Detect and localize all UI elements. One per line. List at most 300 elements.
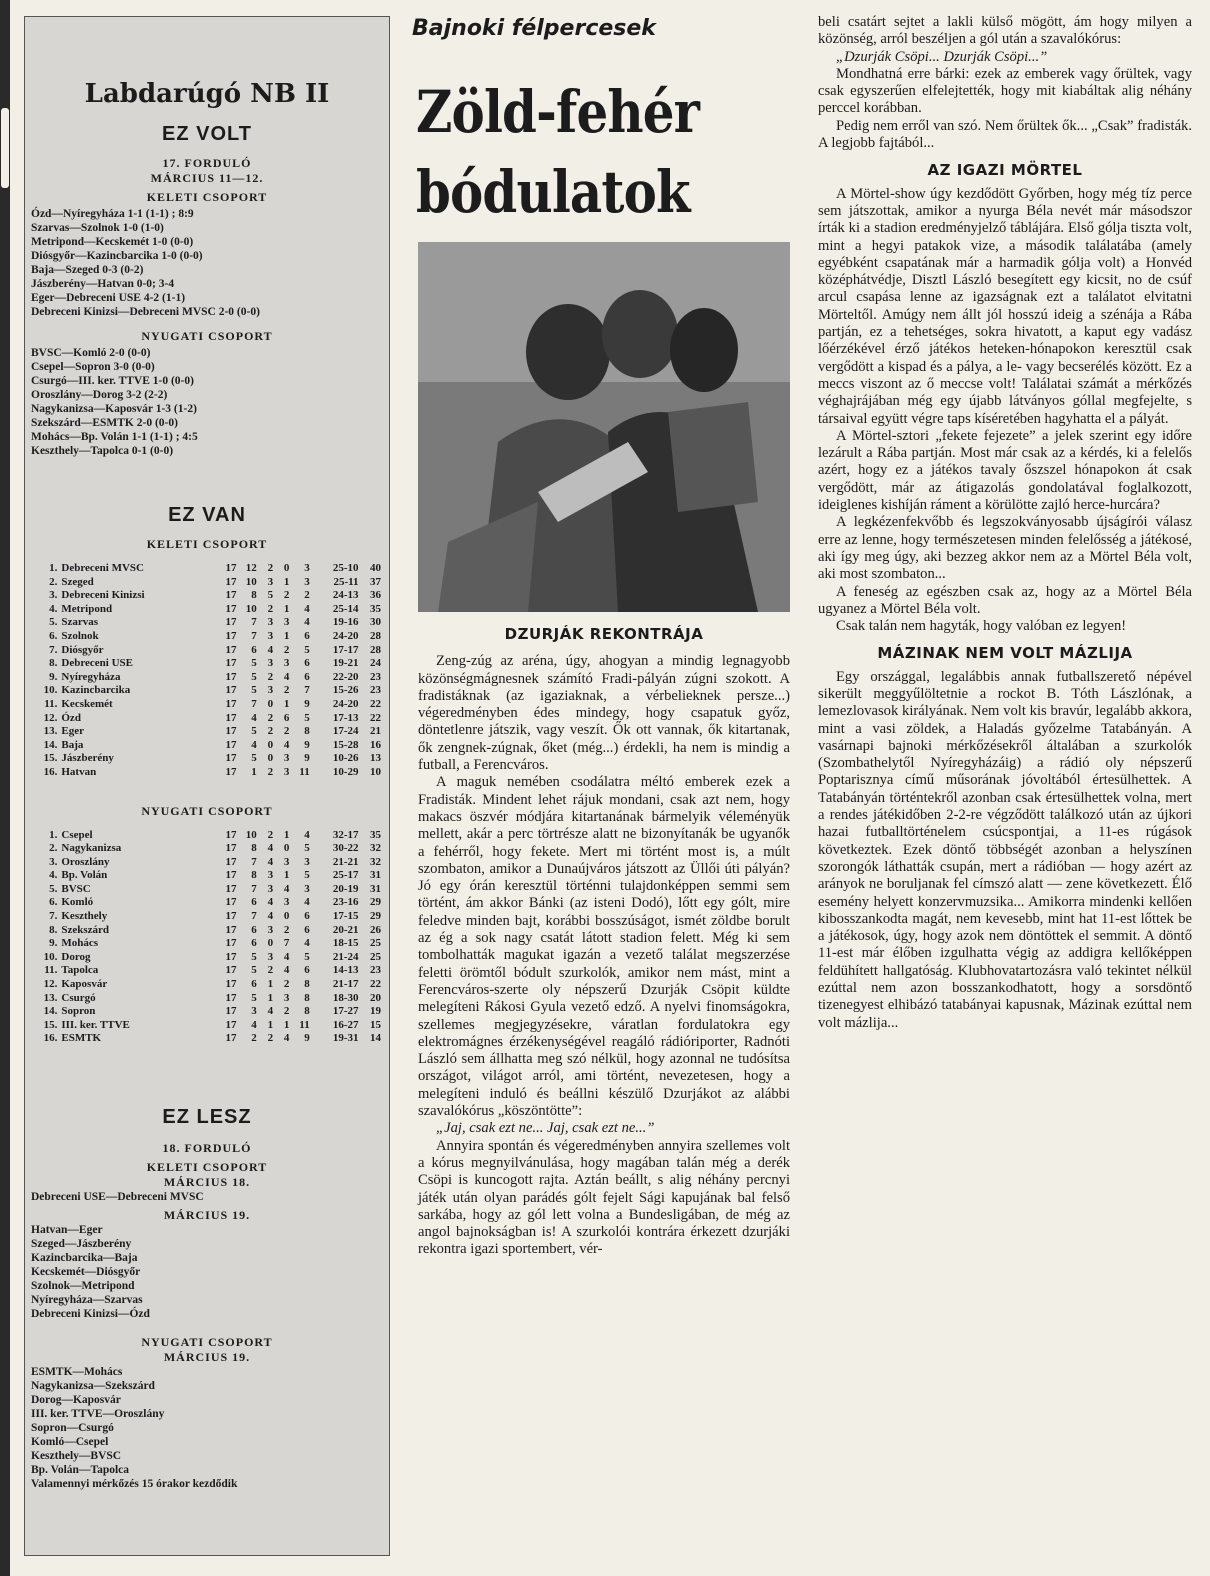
table-cell: 16 xyxy=(370,738,381,751)
table-cell: 7 xyxy=(251,697,257,710)
table-cell: 2 xyxy=(283,643,290,656)
result-line: Nagykanizsa—Kaposvár 1-3 (1-2) xyxy=(31,403,197,415)
fixture-line: Kecskemét—Diósgyőr xyxy=(31,1266,141,1278)
will-footnote: Valamennyi mérkőzés 15 órakor kezdődik xyxy=(31,1478,238,1490)
table-cell: 2 xyxy=(304,589,310,602)
article-kicker: Bajnoki félpercesek xyxy=(412,16,656,41)
table-cell: 17 xyxy=(225,752,237,765)
table-cell: 7 xyxy=(251,882,257,895)
results-sidebar xyxy=(24,16,390,1556)
table-cell: 9. xyxy=(49,670,58,683)
team-name: Diósgyőr xyxy=(61,643,104,656)
result-line: Jászberény—Hatvan 0-0; 3-4 xyxy=(31,278,175,290)
table-cell: 8 xyxy=(304,991,310,1004)
team-name: III. ker. TTVE xyxy=(61,1018,130,1031)
table-cell: 8 xyxy=(251,842,257,855)
table-cell: 1 xyxy=(267,1018,274,1031)
table-cell: 5. xyxy=(49,616,58,629)
table-cell: 17 xyxy=(225,950,237,963)
fixture-line: Komló—Csepel xyxy=(31,1436,109,1448)
table-cell: 3 xyxy=(267,616,274,629)
table-cell: 31 xyxy=(370,882,381,895)
table-cell: 1 xyxy=(283,1018,290,1031)
table-cell: 7 xyxy=(304,684,310,697)
column-2 xyxy=(818,14,1192,1032)
standings-row xyxy=(35,589,381,603)
standings-row xyxy=(35,1032,381,1046)
result-line: Debreceni Kinizsi—Debreceni MVSC 2-0 (0-0) xyxy=(31,306,260,318)
table-cell: 17 xyxy=(225,855,237,868)
table-cell: 2 xyxy=(267,765,274,778)
fixture-line: Kazincbarcika—Baja xyxy=(31,1252,138,1264)
table-cell: 17 xyxy=(225,589,237,602)
table-cell: 2 xyxy=(267,725,274,738)
result-line: Keszthely—Tapolca 0-1 (0-0) xyxy=(31,445,174,457)
table-cell: 17 xyxy=(225,602,237,615)
football-players-photo xyxy=(418,242,790,612)
table-cell: 2 xyxy=(251,1032,257,1045)
table-cell: 17 xyxy=(225,657,237,670)
result-line: BVSC—Komló 2-0 (0-0) xyxy=(31,347,151,359)
table-cell: 1 xyxy=(283,575,290,588)
table-cell: 28 xyxy=(370,629,381,642)
table-cell: 9. xyxy=(49,937,58,950)
table-cell: 24-13 xyxy=(332,589,359,602)
table-cell: 10 xyxy=(245,828,257,841)
table-cell: 3 xyxy=(267,684,274,697)
result-line: Diósgyőr—Kazincbarcika 1-0 (0-0) xyxy=(31,250,203,262)
table-cell: 14-13 xyxy=(332,964,359,977)
table-cell: 2 xyxy=(267,711,274,724)
table-cell: 0 xyxy=(267,937,274,950)
column-2-start: beli csatárt sejtet a lakli külső mögött, ám hogy milyen a közönség, arról beszéljen a gól után a szavalókórus: xyxy=(818,14,1192,48)
team-name: Ózd xyxy=(61,711,81,724)
table-cell: 9 xyxy=(304,738,310,751)
table-cell: 19-16 xyxy=(332,616,359,629)
team-name: Kazincbarcika xyxy=(61,684,131,697)
was-west-heading: NYUGATI CSOPORT xyxy=(141,329,273,343)
table-cell: 14. xyxy=(43,1005,58,1018)
table-cell: 6 xyxy=(283,711,290,724)
table-cell: 25-14 xyxy=(332,602,359,615)
will-date1: MÁRCIUS 18. xyxy=(163,1175,251,1189)
table-cell: 11 xyxy=(299,1018,310,1031)
table-cell: 17-24 xyxy=(332,725,359,738)
table-cell: 8 xyxy=(304,978,310,991)
fixture-line: Nagykanizsa—Szekszárd xyxy=(31,1380,155,1392)
table-cell: 1 xyxy=(283,869,290,882)
section-heading-1: DZURJÁK REKONTRÁJA xyxy=(504,625,704,643)
table-cell: 5 xyxy=(304,950,310,963)
table-cell: 31 xyxy=(370,869,381,882)
table-cell: 15-28 xyxy=(332,738,359,751)
table-cell: 4 xyxy=(283,1032,290,1045)
team-name: Komló xyxy=(61,896,94,909)
table-cell: 5 xyxy=(251,670,257,683)
team-name: Bp. Volán xyxy=(61,869,108,882)
team-name: Oroszlány xyxy=(61,855,110,868)
team-name: Tapolca xyxy=(61,964,99,977)
table-cell: 20 xyxy=(370,991,381,1004)
table-cell: 3 xyxy=(267,657,274,670)
table-cell: 4 xyxy=(251,711,257,724)
was-east-heading: KELETI CSOPORT xyxy=(146,190,268,204)
standings-row xyxy=(35,698,381,712)
table-cell: 17-17 xyxy=(332,643,359,656)
standings-row xyxy=(35,712,381,726)
standings-row xyxy=(35,766,381,780)
table-cell: 17 xyxy=(225,842,237,855)
standings-row xyxy=(35,657,381,671)
table-cell: 11. xyxy=(44,697,58,710)
table-cell: 28 xyxy=(370,643,381,656)
will-round: 18. FORDULÓ xyxy=(162,1141,252,1155)
standings-row xyxy=(35,829,381,843)
table-cell: 13 xyxy=(370,752,381,765)
table-cell: 0 xyxy=(267,738,274,751)
table-cell: 32-17 xyxy=(332,828,359,841)
table-cell: 17 xyxy=(225,684,237,697)
table-cell: 25 xyxy=(370,937,381,950)
table-cell: 5 xyxy=(304,869,310,882)
table-cell: 17 xyxy=(225,869,237,882)
table-cell: 7 xyxy=(251,855,257,868)
team-name: Szarvas xyxy=(61,616,99,629)
table-cell: 3 xyxy=(283,896,290,909)
team-name: Szeged xyxy=(61,575,94,588)
table-cell: 8 xyxy=(251,589,257,602)
table-cell: 4 xyxy=(283,950,290,963)
table-cell: 23 xyxy=(370,684,381,697)
table-cell: 17 xyxy=(225,1005,237,1018)
table-cell: 24-20 xyxy=(332,697,359,710)
standings-row xyxy=(35,883,381,897)
table-cell: 17 xyxy=(225,991,237,1004)
table-cell: 3 xyxy=(283,616,290,629)
table-cell: 2 xyxy=(267,1032,274,1045)
standings-row xyxy=(35,630,381,644)
standings-row xyxy=(35,978,381,992)
table-cell: 23 xyxy=(370,964,381,977)
column-2-text-a xyxy=(818,66,1192,152)
table-cell: 0 xyxy=(267,752,274,765)
table-cell: 5 xyxy=(251,964,257,977)
table-cell: 2 xyxy=(283,978,290,991)
table-cell: 5 xyxy=(251,684,257,697)
table-cell: 25-10 xyxy=(332,562,359,574)
result-line: Csurgó—III. ker. TTVE 1-0 (0-0) xyxy=(31,375,194,387)
table-cell: 4 xyxy=(267,896,274,909)
table-cell: 6 xyxy=(251,923,257,936)
table-cell: 4 xyxy=(304,828,310,841)
table-cell: 15. xyxy=(43,1018,58,1031)
table-cell: 4 xyxy=(267,842,274,855)
table-cell: 1. xyxy=(49,828,58,841)
table-cell: 7 xyxy=(283,937,290,950)
table-cell: 4 xyxy=(283,738,290,751)
table-cell: 17 xyxy=(225,937,237,950)
table-cell: 17 xyxy=(225,964,237,977)
team-name: Sopron xyxy=(61,1005,96,1018)
result-line: Ózd—Nyíregyháza 1-1 (1-1) ; 8:9 xyxy=(31,208,194,220)
table-cell: 6 xyxy=(304,923,310,936)
table-cell: 6 xyxy=(304,910,310,923)
table-cell: 21-24 xyxy=(332,950,359,963)
column-1-text xyxy=(418,653,790,1120)
table-cell: 19-21 xyxy=(332,657,359,670)
team-name: Debreceni MVSC xyxy=(61,562,144,574)
column-1-after: Annyira spontán és végeredményben annyira szellemes volt a kórus megnyilvánulása, hogy magában talán még a derék Csöpi is kuncogott rajta. Aztán beállt, s alig néhány percnyi játék után olyan parádés gólt fejelt Sági kapujának bal felső sarkába, hogy az gól lett volna a Bundesligában, de még az angol bajnokságban is! A szurkolói kontrára érkezett dzurjáki rekontra igazi sportembert, vér- xyxy=(418,1137,790,1258)
east-standings-table xyxy=(35,562,381,780)
table-cell: 1 xyxy=(267,978,274,991)
table-cell: 1 xyxy=(267,991,274,1004)
will-west-heading: NYUGATI CSOPORT xyxy=(141,1335,273,1349)
table-cell: 4 xyxy=(251,738,257,751)
was-east-results xyxy=(25,207,389,319)
table-cell: 17 xyxy=(225,670,237,683)
table-cell: 17 xyxy=(225,765,237,778)
table-cell: 25 xyxy=(370,950,381,963)
article-paragraph: Mondhatná erre bárki: ezek az emberek vagy őrültek, vagy csak egyszerűen elfelejtették, hogy mit kiabáltak alig néhány perccel korábban. xyxy=(818,65,1192,117)
article-paragraph: A Mörtel-sztori „fekete fejezete” a jelek szerint egy időre lezárult a Rába partján. Most már csak az a kérdés, ki a felelős azért, hogy ez a játékos tavaly őszszel hónapokon át csak vergődött, már az átigazolás gondolatával foglalkozott, ideiglenes kishíján ráment a körülötte zajló herce-hurcára? xyxy=(818,427,1192,514)
table-cell: 3. xyxy=(49,589,58,602)
fixture-line: Sopron—Csurgó xyxy=(31,1422,114,1434)
team-name: Csurgó xyxy=(61,991,96,1004)
will-east-fixtures xyxy=(25,1223,389,1321)
table-cell: 6 xyxy=(251,643,257,656)
article-headline: Zöld-fehér bódulatok xyxy=(416,78,700,226)
table-cell: 17-27 xyxy=(332,1005,359,1018)
table-cell: 9 xyxy=(304,697,310,710)
table-cell: 0 xyxy=(267,697,274,710)
team-name: Eger xyxy=(61,725,84,738)
is-east-heading: KELETI CSOPORT xyxy=(146,537,268,551)
table-cell: 3 xyxy=(267,950,274,963)
result-line: Eger—Debreceni USE 4-2 (1-1) xyxy=(31,292,186,304)
table-cell: 17 xyxy=(225,562,237,574)
table-cell: 6. xyxy=(49,896,58,909)
standings-row xyxy=(35,964,381,978)
is-heading: EZ VAN xyxy=(168,504,246,526)
standings-row xyxy=(35,616,381,630)
team-name: Nagykanizsa xyxy=(61,842,122,855)
table-cell: 4. xyxy=(49,602,58,615)
table-cell: 5 xyxy=(304,711,310,724)
table-cell: 10-26 xyxy=(332,752,359,765)
table-cell: 6 xyxy=(251,896,257,909)
table-cell: 9 xyxy=(304,1032,310,1045)
table-cell: 2 xyxy=(283,589,290,602)
table-cell: 22-20 xyxy=(332,670,359,683)
table-cell: 4. xyxy=(49,869,58,882)
table-cell: 12. xyxy=(43,978,58,991)
table-cell: 17 xyxy=(225,978,237,991)
table-cell: 3 xyxy=(267,923,274,936)
table-cell: 2 xyxy=(283,725,290,738)
team-name: Mohács xyxy=(61,937,99,950)
table-cell: 30 xyxy=(370,616,381,629)
table-cell: 17-13 xyxy=(332,711,359,724)
team-name: Debreceni USE xyxy=(61,657,133,670)
table-cell: 1 xyxy=(251,765,257,778)
table-cell: 4 xyxy=(304,602,310,615)
table-cell: 17 xyxy=(225,575,237,588)
table-cell: 37 xyxy=(370,575,381,588)
table-cell: 3 xyxy=(283,765,290,778)
result-line: Metripond—Kecskemét 1-0 (0-0) xyxy=(31,236,194,248)
table-cell: 4 xyxy=(304,896,310,909)
table-cell: 1 xyxy=(283,629,290,642)
table-cell: 3 xyxy=(283,991,290,1004)
article-paragraph: Egy országgal, legalábbis annak futballszerető népével sikerült meggyűlöltetnie a rockot B. Tóth Lászlónak, a lemezlovasok királyának. Nem volt kis bravúr, legalább akkora, mint a vasi zöldek, a Haladás győzelme Tatabányán. A vasárnapi bajnoki mérkőzésekről általában a szurkolók (Szombathelytől Nyíregyházáig) a rádió oly népszerű Poptarisznya című műsorának jóvoltából értesülhettek. A Tatabányán történtekről azonban csak értesülhettek volna, mert a rendes játékidőben 2-2-re végződött találkozó után az újkori hazai futballtörténelem csúcspontjai, a 11-es rúgások következtek. Ezek döntő többségét azonban a helyszínen szorongók láthatták csupán, mert a rádióban — hogy azért az arányok ne boruljanak fel címszó alatt — zene következett. Élő esemény helyett konzervmuzsika... Amikorra mindenki kellően kibosszankodta magát, nem kevesebb, mint hat 11-est lőttek be a játékosok, úgy, hogy azok nem döntöttek el semmit. A döntő 11-est már élőben izgulhatta végig az addigra kellőképpen feldühített hallgatóság. Klubhovatartozásra való tekintet nélkül ezúttal nem azon bosszankodhatott, hogy a sorsdöntő tizenegyest elhibázó tatabányai kapusnak, Mázinak ezúttal nem volt mázlija... xyxy=(818,668,1192,1031)
table-cell: 8 xyxy=(251,869,257,882)
team-name: Debreceni Kinizsi xyxy=(61,589,145,602)
table-cell: 17 xyxy=(225,1018,237,1031)
will-fixture1: Debreceni USE—Debreceni MVSC xyxy=(31,1191,204,1203)
standings-row xyxy=(35,924,381,938)
edge-tab xyxy=(1,108,9,188)
standings-row xyxy=(35,739,381,753)
table-cell: 17 xyxy=(225,882,237,895)
table-cell: 5 xyxy=(251,950,257,963)
table-cell: 5 xyxy=(251,725,257,738)
table-cell: 6. xyxy=(49,629,58,642)
fixture-line: Szeged—Jászberény xyxy=(31,1238,132,1250)
standings-row xyxy=(35,562,381,576)
table-cell: 0 xyxy=(283,910,290,923)
table-cell: 6 xyxy=(251,978,257,991)
fixture-line: Nyíregyháza—Szarvas xyxy=(31,1294,143,1306)
table-cell: 2 xyxy=(267,828,274,841)
standings-row xyxy=(35,684,381,698)
table-cell: 1 xyxy=(283,697,290,710)
was-west-results xyxy=(25,346,389,458)
table-cell: 3. xyxy=(49,855,58,868)
table-cell: 7 xyxy=(251,910,257,923)
table-cell: 17 xyxy=(225,910,237,923)
table-cell: 4 xyxy=(304,616,310,629)
table-cell: 26 xyxy=(370,923,381,936)
article-paragraph: A maguk nemében csodálatra méltó emberek ezek a Fradisták. Mindent lehet rájuk mondani, csak azt nem, hogy makacs öszvér módjára kitartanának bármelyik véleményük mellett, akár a perc törtrésze alatt ne bizonyítanák be ugyanők a fehérről, hogy fekete. Mert mi történt most is, a múlt szombaton, amikor a Dunaújváros játszott az Üllői úti pályán? Jó egy órán keresztül történni tulajdonképpen semmi sem történt, ám akkor Bánki (az isteni Dodó), lőtt egy gólt, mire feledve minden bajt, korábbi bosszúságot, ismét zöldbe borult az ég a sok nagy csatát látott stadion felett. Még ki sem tombolhatták magukat igazán a vezető találat megszerzése feletti örömtől bódult szurkolók, amikor nem mást, mint a Ferencváros-szerte oly népszerű Dzurják Csöpit küldte melegíteni Rákosi Gyula vezető edző. A nyelvi finomságokra, szellemes megjegyzésekre, váratlan fordulatokra egy elektromágnes érzékenységével reagáló rádióriporter, Radnóti László sem állhatta meg szó nélkül, hogy azonnal ne tudósítsa országot, világot arról, ami történt, nevezetesen, hogy a melegíteni induló és beállni készülő Dzurjákot az alábbi szavalókórus „köszöntötte”: xyxy=(418,774,790,1120)
section-heading-2: AZ IGAZI MÖRTEL xyxy=(927,161,1083,180)
team-name: Hatvan xyxy=(61,765,97,778)
table-cell: 7. xyxy=(49,910,58,923)
table-cell: 3 xyxy=(267,629,274,642)
table-cell: 10 xyxy=(245,602,257,615)
table-cell: 0 xyxy=(283,842,290,855)
table-cell: 22 xyxy=(370,978,381,991)
standings-row xyxy=(35,576,381,590)
standings-row xyxy=(35,671,381,685)
standings-row xyxy=(35,937,381,951)
table-cell: 11. xyxy=(44,964,58,977)
table-cell: 2. xyxy=(49,842,58,855)
table-cell: 21-21 xyxy=(332,855,359,868)
table-cell: 6 xyxy=(304,670,310,683)
table-cell: 24-20 xyxy=(332,629,359,642)
table-cell: 6 xyxy=(251,937,257,950)
fixture-line: III. ker. TTVE—Oroszlány xyxy=(31,1408,165,1420)
standings-row xyxy=(35,603,381,617)
table-cell: 4 xyxy=(283,670,290,683)
is-west-heading: NYUGATI CSOPORT xyxy=(141,803,273,818)
team-name: Kecskemét xyxy=(61,697,113,710)
standings-row xyxy=(35,856,381,870)
table-cell: 40 xyxy=(370,562,381,574)
table-cell: 10. xyxy=(43,950,58,963)
table-cell: 17 xyxy=(225,616,237,629)
table-cell: 35 xyxy=(370,602,381,615)
table-cell: 1. xyxy=(49,562,58,574)
table-cell: 15 xyxy=(370,1018,381,1031)
was-date: MÁRCIUS 11—12. xyxy=(150,171,264,185)
standings-row xyxy=(35,910,381,924)
will-east-heading: KELETI CSOPORT xyxy=(146,1160,268,1174)
sidebar-title: Labdarúgó NB II xyxy=(84,79,330,109)
table-cell: 8 xyxy=(304,1005,310,1018)
table-cell: 4 xyxy=(267,1005,274,1018)
table-cell: 19-31 xyxy=(332,1032,359,1045)
team-name: Dorog xyxy=(61,950,91,963)
table-cell: 5 xyxy=(304,842,310,855)
table-cell: 3 xyxy=(304,575,310,588)
table-cell: 16. xyxy=(43,765,58,778)
fixture-line: Debreceni Kinizsi—Ózd xyxy=(31,1308,150,1320)
fixture-line: Bp. Volán—Tapolca xyxy=(31,1464,130,1476)
table-cell: 11 xyxy=(299,765,310,778)
standings-row xyxy=(35,644,381,658)
table-cell: 5 xyxy=(251,991,257,1004)
section-heading-3: MÁZINAK NEM VOLT MÁZLIJA xyxy=(877,644,1133,663)
table-cell: 4 xyxy=(267,910,274,923)
standings-row xyxy=(35,752,381,766)
article-paragraph: A legkézenfekvőbb és legszokványosabb újságírói válasz erre az lenne, hogy természetesen minden felelősség a játékosé, aki így meg úgy, aki bezzeg akkor nem az a Mörtel Béla volt, aki most szombaton... xyxy=(818,514,1192,583)
table-cell: 6 xyxy=(304,964,310,977)
fixture-line: Dorog—Kaposvár xyxy=(31,1394,121,1406)
table-cell: 17 xyxy=(225,725,237,738)
table-cell: 17-15 xyxy=(332,910,359,923)
table-cell: 14 xyxy=(370,1032,381,1045)
team-name: Jászberény xyxy=(61,752,114,765)
table-cell: 17 xyxy=(225,896,237,909)
will-west-fixtures xyxy=(25,1365,389,1477)
quote-1: „Jaj, csak ezt ne... Jaj, csak ezt ne...” xyxy=(436,1120,655,1137)
table-cell: 15-26 xyxy=(332,684,359,697)
table-cell: 21 xyxy=(370,725,381,738)
fixture-line: Keszthely—BVSC xyxy=(31,1450,122,1462)
table-cell: 3 xyxy=(304,855,310,868)
column-2-text-b xyxy=(818,186,1192,636)
table-cell: 3 xyxy=(304,882,310,895)
table-cell: 24 xyxy=(370,657,381,670)
table-cell: 4 xyxy=(267,855,274,868)
standings-row xyxy=(35,725,381,739)
table-cell: 1 xyxy=(283,828,290,841)
table-cell: 12. xyxy=(43,711,58,724)
team-name: Szekszárd xyxy=(61,923,110,936)
table-cell: 20-21 xyxy=(332,923,359,936)
will-date2: MÁRCIUS 19. xyxy=(163,1208,251,1222)
table-cell: 5 xyxy=(251,657,257,670)
fixture-line: Hatvan—Eger xyxy=(31,1224,103,1236)
table-cell: 25-11 xyxy=(333,575,359,588)
standings-row xyxy=(35,1005,381,1019)
table-cell: 5 xyxy=(251,752,257,765)
table-cell: 18-30 xyxy=(332,991,359,1004)
table-cell: 2 xyxy=(267,670,274,683)
table-cell: 36 xyxy=(370,589,381,602)
table-cell: 2 xyxy=(283,1005,290,1018)
